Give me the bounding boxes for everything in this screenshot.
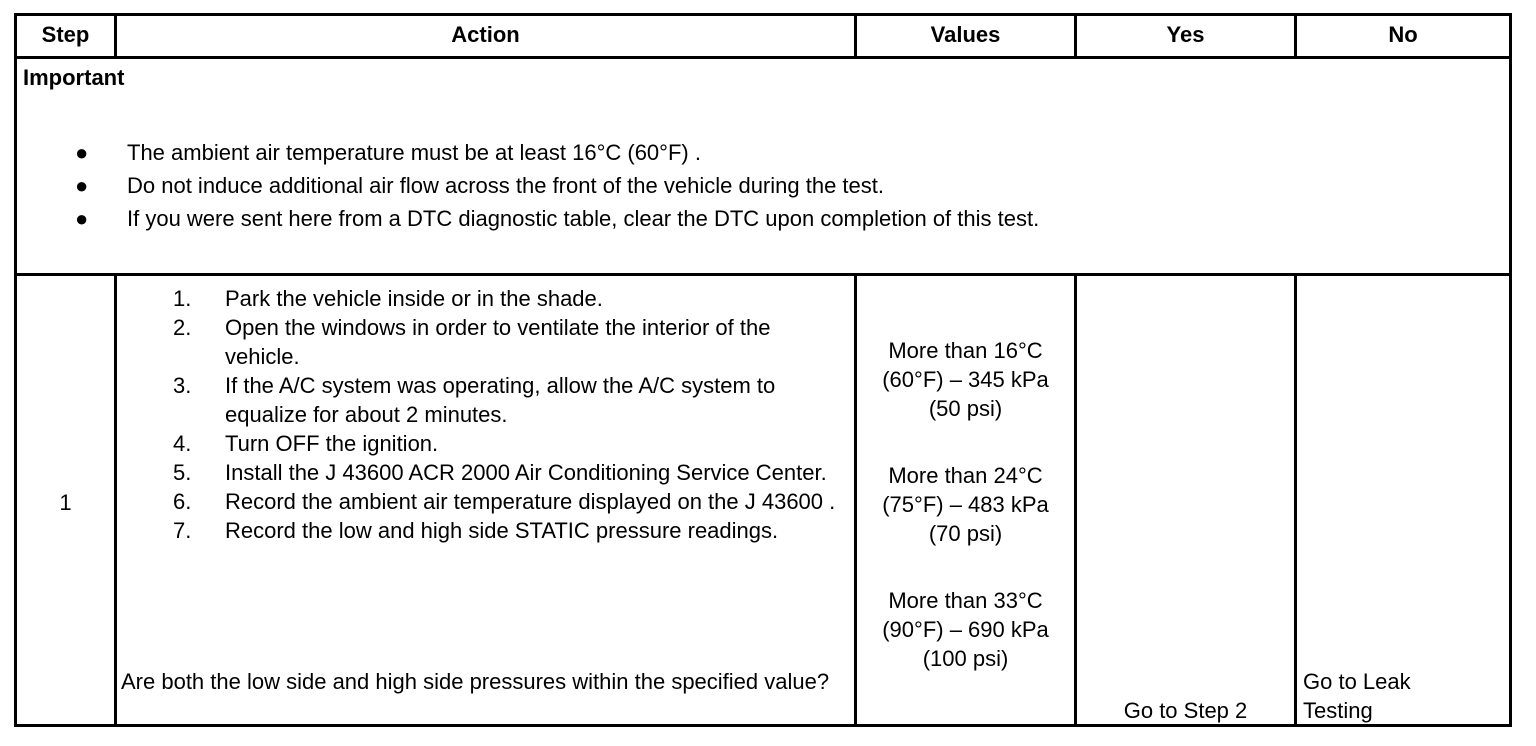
- divider: [114, 276, 117, 724]
- no-link[interactable]: [1303, 667, 1503, 725]
- no-link-line: Go to Leak: [1303, 669, 1411, 694]
- value-line: (100 psi): [922, 646, 1009, 671]
- step-number: 1: [59, 490, 72, 515]
- divider: [1074, 276, 1077, 724]
- header-no: No: [1388, 22, 1418, 47]
- list-item: [121, 429, 851, 458]
- header-step: Step: [41, 22, 90, 47]
- divider: [17, 273, 1509, 276]
- header-values: Values: [930, 22, 1001, 47]
- important-title: Important: [23, 65, 125, 90]
- important-section: [23, 63, 1493, 235]
- no-link-line: Testing: [1303, 698, 1373, 723]
- bullet-text: Do not induce additional air flow across the front of the vehicle during the test.: [127, 173, 884, 198]
- divider: [17, 56, 1509, 59]
- step-text: Install the J 43600 ACR 2000 Air Conditioning Service Center.: [225, 460, 827, 485]
- bullet-text: If you were sent here from a DTC diagnostic table, clear the DTC upon completion of this test.: [127, 206, 1040, 231]
- list-item: [23, 202, 1493, 235]
- value-range-2: [857, 461, 1074, 548]
- action-cell: [121, 284, 851, 545]
- header-yes: Yes: [1166, 22, 1205, 47]
- value-line: (75°F) – 483 kPa: [882, 492, 1049, 517]
- step-index: 2.: [173, 315, 192, 340]
- list-item: [121, 458, 851, 487]
- value-line: (60°F) – 345 kPa: [882, 367, 1049, 392]
- diagnostic-table: [14, 13, 1512, 727]
- list-item: [23, 136, 1493, 169]
- bullet-icon: ●: [75, 206, 89, 231]
- value-range-1: [857, 336, 1074, 423]
- step-text: If the A/C system was operating, allow the A/C system to equalize for about 2 minutes.: [225, 373, 776, 427]
- value-line: (50 psi): [928, 396, 1003, 421]
- procedure-steps: [121, 284, 851, 545]
- yes-link[interactable]: Go to Step 2: [1123, 698, 1248, 723]
- value-line: More than 33°C: [888, 588, 1043, 613]
- value-line: More than 16°C: [888, 338, 1043, 363]
- divider: [1074, 16, 1077, 56]
- step-index: 1.: [173, 286, 192, 311]
- step-index: 5.: [173, 460, 192, 485]
- bullet-text: The ambient air temperature must be at least 16°C (60°F) .: [127, 140, 701, 165]
- step-text: Turn OFF the ignition.: [225, 431, 439, 456]
- value-line: (70 psi): [928, 521, 1003, 546]
- step-index: 6.: [173, 489, 192, 514]
- list-item: [23, 169, 1493, 202]
- bullet-icon: ●: [75, 173, 89, 198]
- step-index: 4.: [173, 431, 192, 456]
- value-line: More than 24°C: [888, 463, 1043, 488]
- header-action: Action: [451, 22, 520, 47]
- question-text: Are both the low side and high side pressures within the specified value?: [121, 669, 830, 694]
- step-index: 7.: [173, 518, 192, 543]
- important-list: [23, 136, 1493, 235]
- value-range-3: [857, 586, 1074, 673]
- list-item: [121, 284, 851, 313]
- list-item: [121, 313, 851, 371]
- step-text: Park the vehicle inside or in the shade.: [225, 286, 603, 311]
- step-text: Open the windows in order to ventilate the interior of the vehicle.: [225, 315, 771, 369]
- list-item: [121, 371, 851, 429]
- divider: [114, 16, 117, 56]
- step-index: 3.: [173, 373, 192, 398]
- step-text: Record the low and high side STATIC pressure readings.: [225, 518, 779, 543]
- value-line: (90°F) – 690 kPa: [882, 617, 1049, 642]
- divider: [1294, 16, 1297, 56]
- list-item: [121, 516, 851, 545]
- step-text: Record the ambient air temperature displayed on the J 43600 .: [225, 489, 836, 514]
- bullet-icon: ●: [75, 140, 89, 165]
- divider: [854, 16, 857, 56]
- divider: [1294, 276, 1297, 724]
- list-item: [121, 487, 851, 516]
